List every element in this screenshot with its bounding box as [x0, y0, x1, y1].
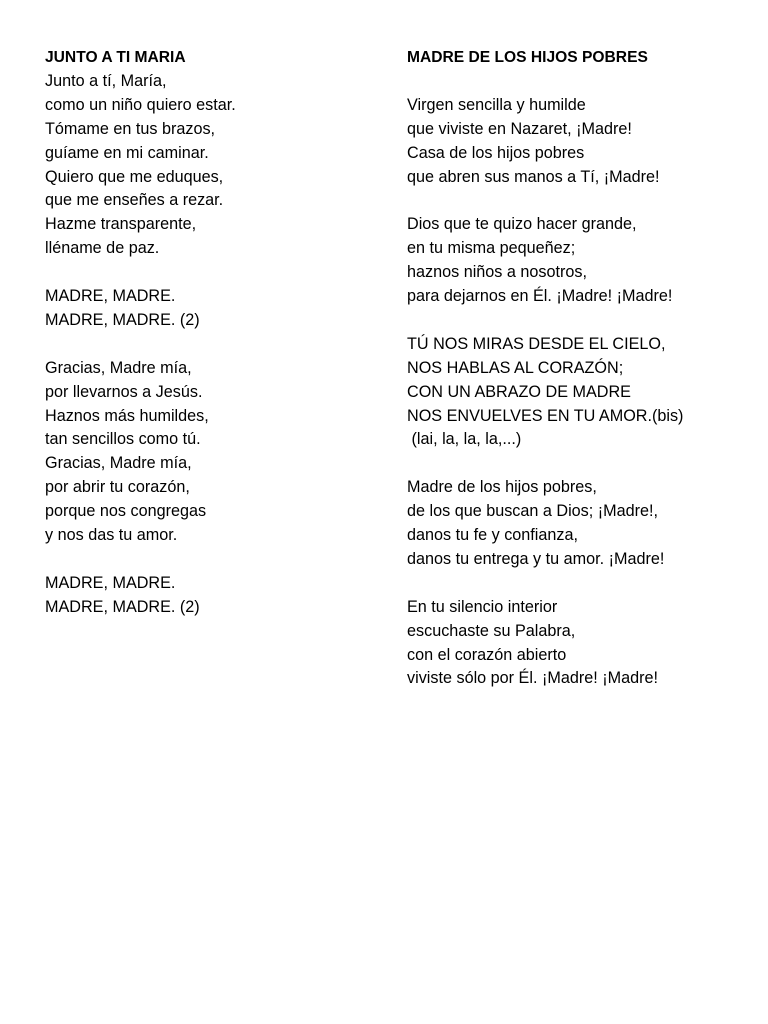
stanza	[407, 596, 757, 692]
verse-line: tan sencillos como tú.	[45, 430, 201, 449]
stanza	[45, 285, 385, 333]
verse-line: para dejarnos en Él. ¡Madre! ¡Madre!	[407, 287, 673, 306]
stanza	[407, 213, 757, 309]
verse-line: MADRE, MADRE.	[45, 287, 176, 306]
verse-line: porque nos congregas	[45, 502, 207, 521]
verse-line: guíame en mi caminar.	[45, 143, 209, 162]
verse-line: Gracias, Madre mía,	[45, 358, 192, 377]
verse-line: MADRE, MADRE. (2)	[45, 597, 200, 616]
right-song	[407, 46, 757, 691]
verse-line: Haznos más humildes,	[45, 406, 209, 425]
left-song	[45, 46, 385, 620]
stanza	[407, 94, 757, 190]
verse-line: que me enseñes a rezar.	[45, 191, 224, 210]
right-song-stanzas	[407, 94, 757, 692]
verse-line: CON UN ABRAZO DE MADRE	[407, 382, 631, 401]
verse-line: Tómame en tus brazos,	[45, 119, 216, 138]
verse-line: Madre de los hijos pobres,	[407, 478, 597, 497]
verse-line: NOS ENVUELVES EN TU AMOR.(bis)	[407, 406, 684, 425]
verse-line: Dios que te quizo hacer grande,	[407, 215, 637, 234]
verse-line: Hazme transparente,	[45, 215, 197, 234]
verse-line: por abrir tu corazón,	[45, 478, 190, 497]
verse-line: con el corazón abierto	[407, 645, 567, 664]
verse-line: que viviste en Nazaret, ¡Madre!	[407, 119, 632, 138]
verse-line: Casa de los hijos pobres	[407, 143, 585, 162]
verse-line: danos tu entrega y tu amor. ¡Madre!	[407, 549, 665, 568]
verse-line: Quiero que me eduques,	[45, 167, 224, 186]
verse-line: en tu misma pequeñez;	[407, 239, 576, 258]
verse-line: Junto a tí, María,	[45, 71, 167, 90]
verse-line: Virgen sencilla y humilde	[407, 95, 586, 114]
verse-line: haznos niños a nosotros,	[407, 263, 587, 282]
verse-line: como un niño quiero estar.	[45, 95, 236, 114]
stanza	[407, 333, 757, 453]
verse-line: NOS HABLAS AL CORAZÓN;	[407, 358, 624, 377]
verse-line: MADRE, MADRE. (2)	[45, 310, 200, 329]
verse-line: viviste sólo por Él. ¡Madre! ¡Madre!	[407, 669, 658, 688]
verse-line: y nos das tu amor.	[45, 526, 178, 545]
verse-line: (lai, la, la, la,...)	[407, 430, 522, 449]
verse-line: por llevarnos a Jesús.	[45, 382, 203, 401]
verse-line: Gracias, Madre mía,	[45, 454, 192, 473]
verse-line: escuchaste su Palabra,	[407, 621, 576, 640]
verse-line: MADRE, MADRE.	[45, 573, 176, 592]
stanza	[407, 476, 757, 572]
verse-line: En tu silencio interior	[407, 597, 558, 616]
stanza	[45, 70, 385, 261]
left-song-stanzas	[45, 70, 385, 620]
verse-line: que abren sus manos a Tí, ¡Madre!	[407, 167, 660, 186]
stanza	[45, 572, 385, 620]
verse-line: TÚ NOS MIRAS DESDE EL CIELO,	[407, 334, 666, 353]
verse-line: danos tu fe y confianza,	[407, 526, 578, 545]
right-song-title: MADRE DE LOS HIJOS POBRES	[407, 49, 648, 66]
stanza	[45, 357, 385, 548]
verse-line: lléname de paz.	[45, 239, 160, 258]
left-song-title: JUNTO A TI MARIA	[45, 49, 186, 66]
verse-line: de los que buscan a Dios; ¡Madre!,	[407, 502, 659, 521]
